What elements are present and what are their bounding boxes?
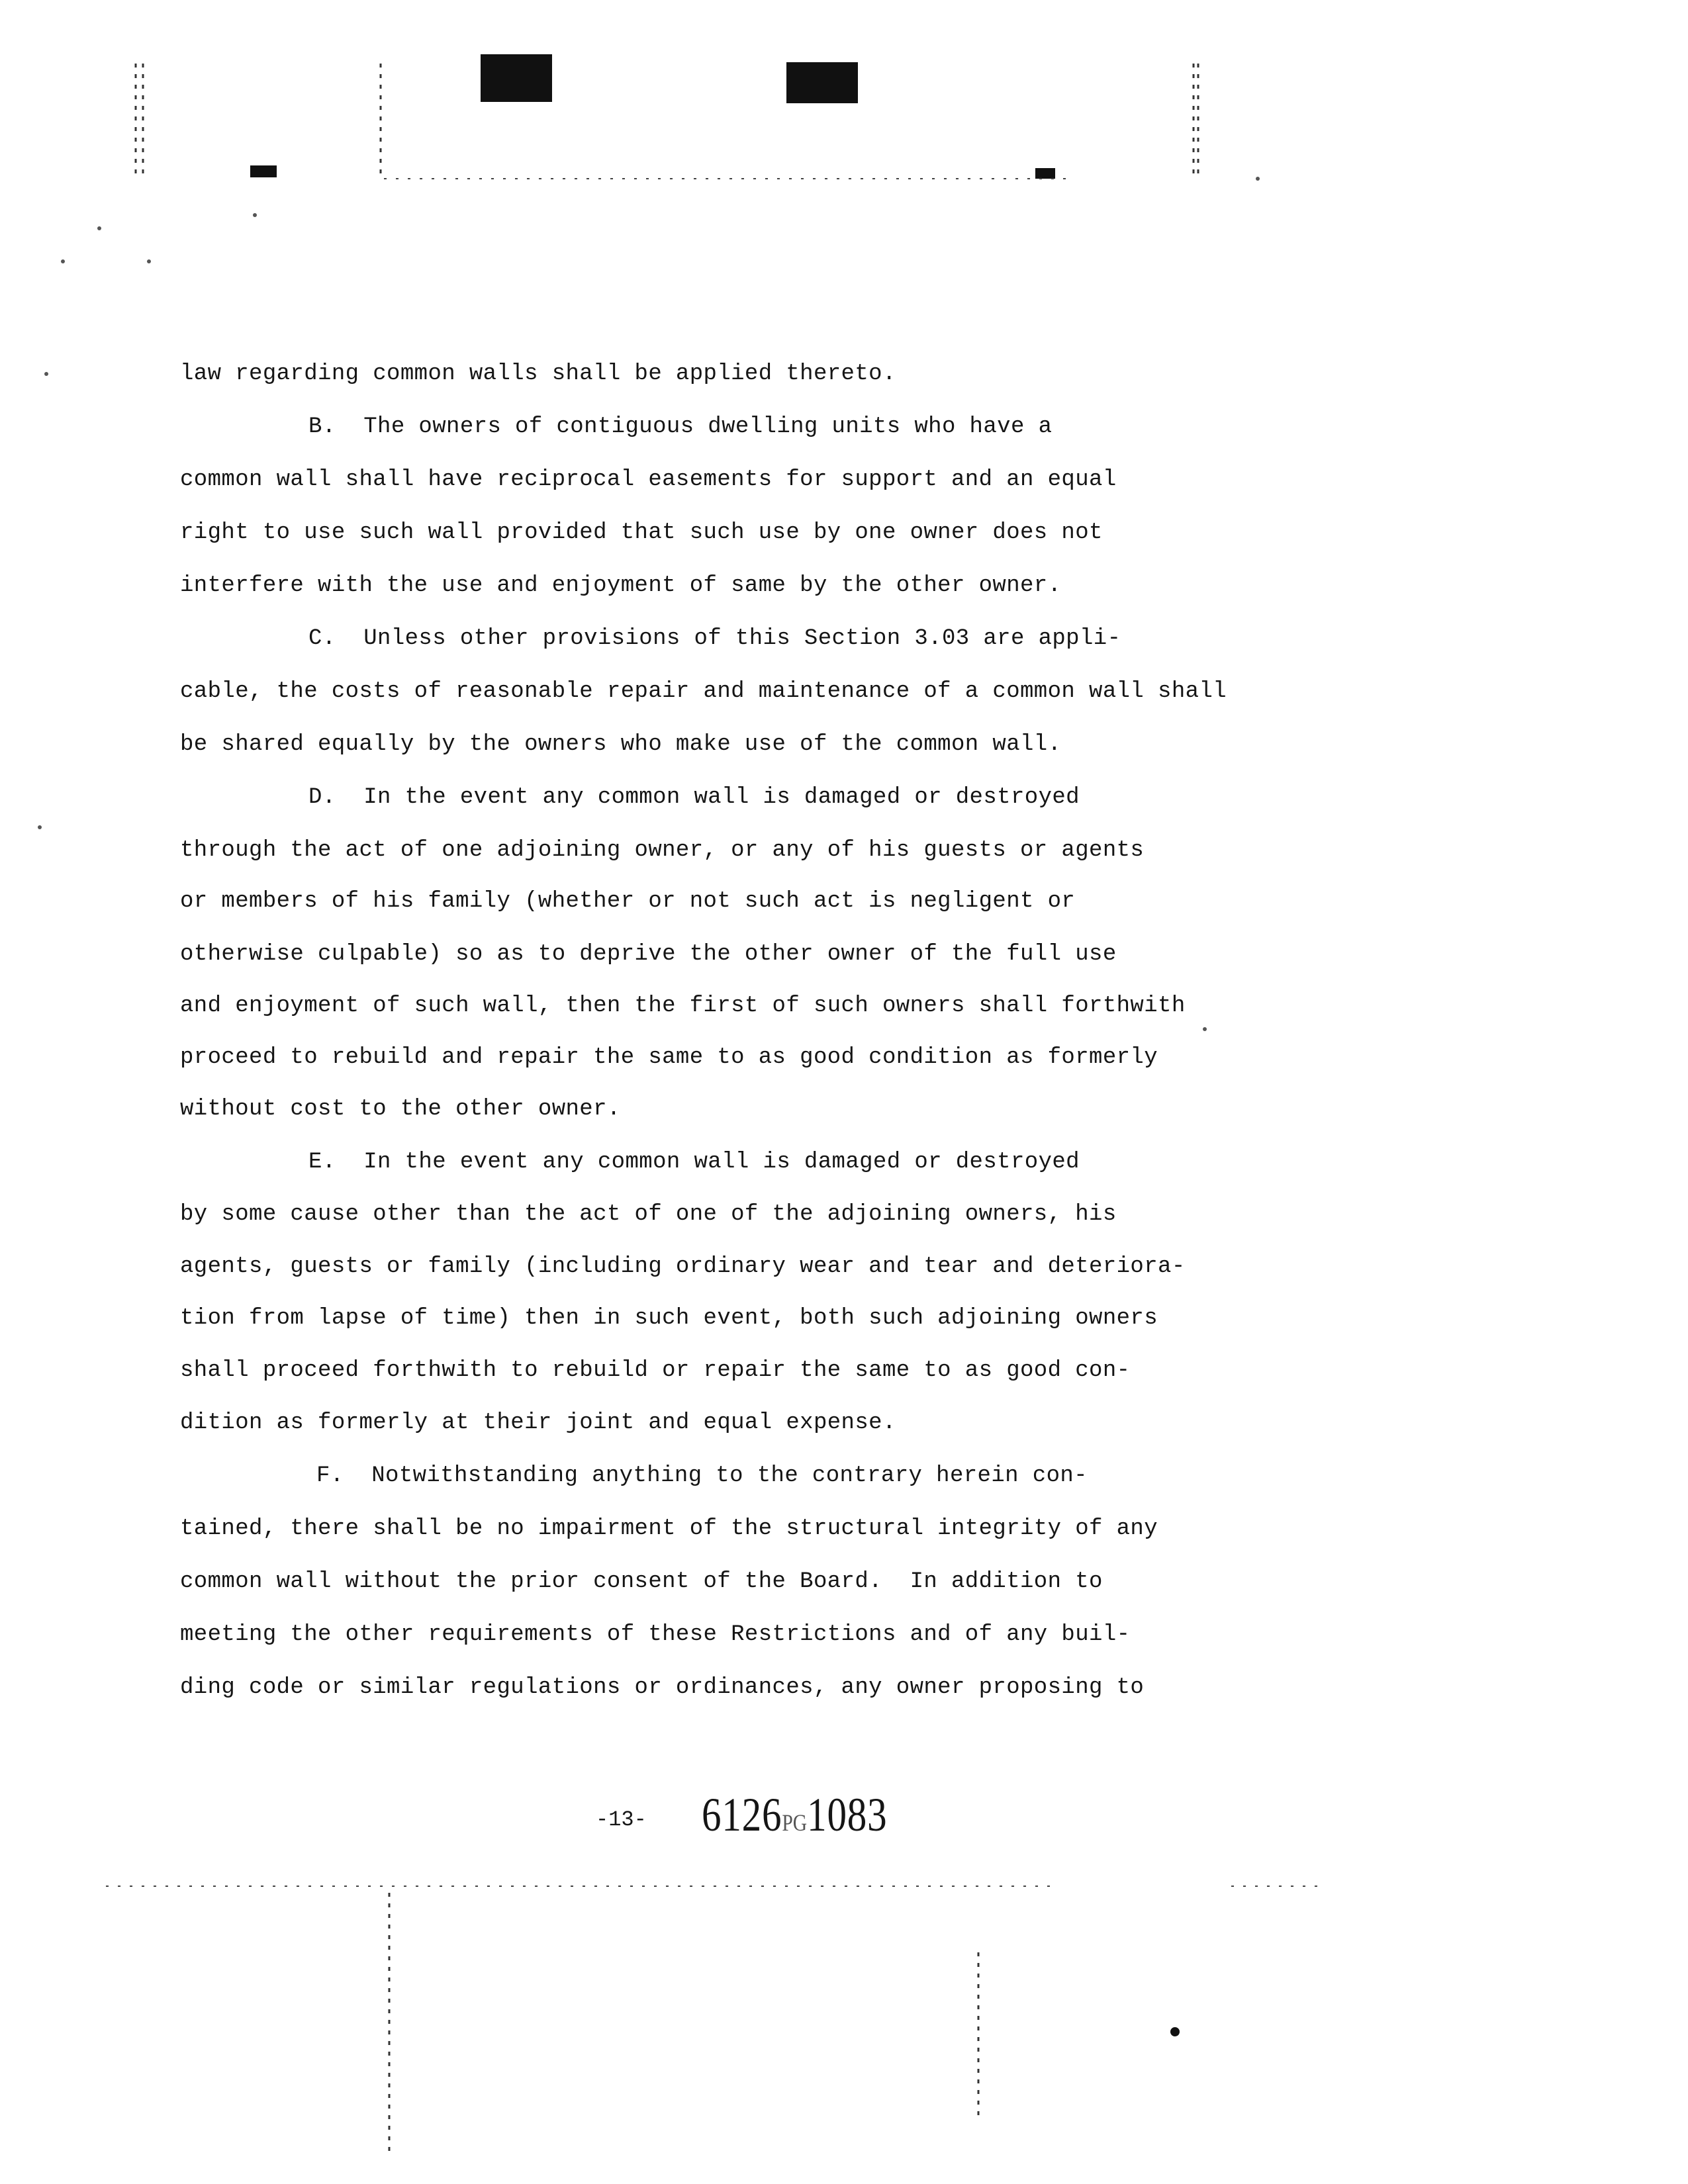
- text-line: proceed to rebuild and repair the same to as good condition as formerly: [180, 1045, 1158, 1070]
- text-line: shall proceed forthwith to rebuild or repair the same to as good con-: [180, 1358, 1131, 1383]
- text-line: meeting the other requirements of these Restrictions and of any buil-: [180, 1622, 1131, 1647]
- text-line: agents, guests or family (including ordinary wear and tear and deteriora-: [180, 1254, 1186, 1279]
- text-line: dition as formerly at their joint and equal expense.: [180, 1410, 896, 1435]
- text-line: interfere with the use and enjoyment of same by the other owner.: [180, 573, 1062, 598]
- text-line: common wall shall have reciprocal easements for support and an equal: [180, 467, 1117, 492]
- paragraph-b-line: B. The owners of contiguous dwelling units who have a: [308, 414, 1053, 439]
- book-page-number: 1083: [807, 1788, 888, 1841]
- text-line: common wall without the prior consent of the Board. In addition to: [180, 1569, 1103, 1594]
- text-line: and enjoyment of such wall, then the first of such owners shall forthwith: [180, 993, 1186, 1019]
- text-line: by some cause other than the act of one of the adjoining owners, his: [180, 1202, 1117, 1227]
- paragraph-c-line: C. Unless other provisions of this Section 3.03 are appli-: [308, 626, 1121, 651]
- paragraph-d-line: D. In the event any common wall is damaged or destroyed: [308, 785, 1080, 810]
- text-line: without cost to the other owner.: [180, 1097, 621, 1122]
- book-page-stamp: [702, 1788, 887, 1849]
- page-number: -13-: [596, 1807, 647, 1832]
- book-number: 6126: [702, 1788, 782, 1841]
- text-line: be shared equally by the owners who make use of the common wall.: [180, 732, 1062, 757]
- text-line: tion from lapse of time) then in such event, both such adjoining owners: [180, 1306, 1158, 1331]
- paragraph-e-line: E. In the event any common wall is damaged or destroyed: [308, 1150, 1080, 1175]
- text-line: or members of his family (whether or not such act is negligent or: [180, 889, 1076, 914]
- text-line: right to use such wall provided that such use by one owner does not: [180, 520, 1103, 545]
- page-separator: PG: [782, 1809, 808, 1836]
- text-line: cable, the costs of reasonable repair and maintenance of a common wall shall: [180, 679, 1227, 704]
- text-line: otherwise culpable) so as to deprive the other owner of the full use: [180, 942, 1117, 967]
- paragraph-f-line: F. Notwithstanding anything to the contrary herein con-: [316, 1463, 1088, 1488]
- text-line: law regarding common walls shall be applied thereto.: [180, 361, 896, 387]
- text-line: tained, there shall be no impairment of the structural integrity of any: [180, 1516, 1158, 1541]
- text-line: through the act of one adjoining owner, or any of his guests or agents: [180, 838, 1145, 863]
- text-line: ding code or similar regulations or ordinances, any owner proposing to: [180, 1675, 1145, 1700]
